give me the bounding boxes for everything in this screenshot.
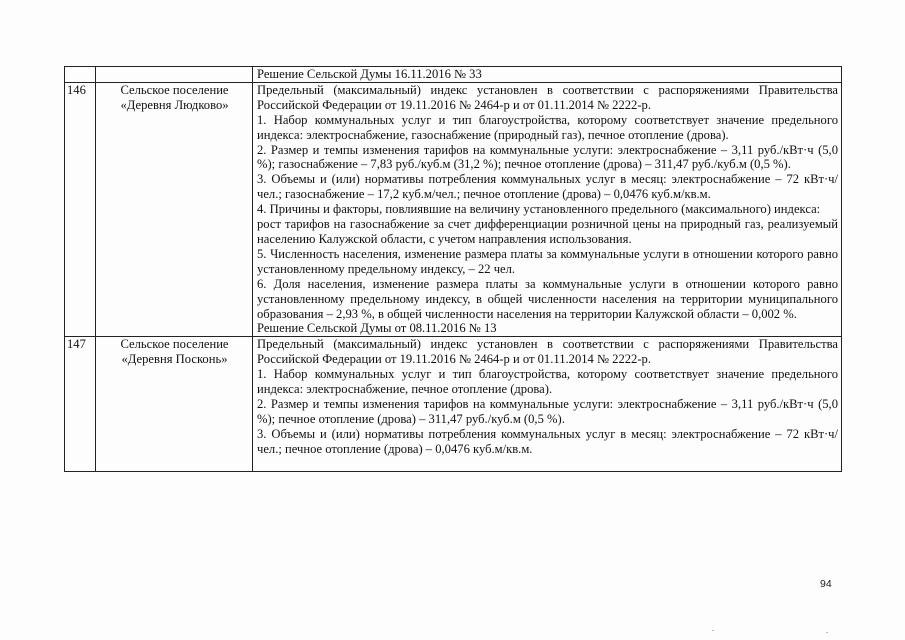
reasons-detail-paragraph: рост тарифов на газоснабжение за счет дифференциации розничной цены на природный газ, реализуемый населению Калужской области, с учетом направления использования. [257, 217, 838, 246]
description-cell [253, 67, 842, 83]
settlement-type: Сельское поселение [120, 337, 229, 352]
scan-speck [826, 632, 828, 633]
tariffs-paragraph: 2. Размер и темпы изменения тарифов на коммунальные услуги: электроснабжение – 3,11 руб./кВт·ч (5,0 %); газоснабжение – 7,83 руб./куб.м (31,2 %); печное отопление (дрова) – 311,47 руб./куб.м (0,5 %). [257, 142, 838, 172]
reasons-paragraph: 4. Причины и факторы, повлиявшие на величину установленного предельного (максимального) индекса: [257, 202, 821, 217]
row-number: 146 [67, 82, 86, 97]
settlement-name-cell [96, 67, 253, 83]
population-share-paragraph: 6. Доля населения, изменение размера платы за коммунальные услуги в отношении которого равно установленному предельному индексу, в общей численности населения на территории муниципального образования – 2,93 %, в общей численности населения на территории Калужской области – 0,002 %. [257, 276, 838, 321]
consumption-norms-paragraph: 3. Объемы и (или) нормативы потребления коммунальных услуг в месяц: электроснабжение – 72 кВт·ч/чел.; печное отопление (дрова) – 0,0476 куб.м/кв.м. [257, 426, 838, 456]
decision-reference: Решение Сельской Думы от 08.11.2016 № 13 [257, 321, 497, 336]
settlement-name: «Деревня Посконь» [121, 352, 228, 367]
settlement-name: «Деревня Людково» [120, 97, 229, 112]
services-set-paragraph: 1. Набор коммунальных услуг и тип благоустройства, которому соответствует значение предельного индекса: электроснабжение, газоснабжение (природный газ), печное отопление (дрова). [257, 112, 838, 142]
description-cell [253, 82, 842, 336]
row-number-cell [65, 337, 96, 471]
page-number: 94 [820, 578, 832, 590]
index-basis-paragraph: Предельный (максимальный) индекс установлен в соответствии с распоряжениями Правительства Российской Федерации от 19.11.2016 № 2464-р и от 01.11.2014 № 2222-р. [257, 337, 838, 367]
tariff-index-table [64, 66, 842, 472]
row-number: 147 [67, 337, 86, 352]
index-basis-paragraph: Предельный (максимальный) индекс установлен в соответствии с распоряжениями Правительства Российской Федерации от 19.11.2016 № 2464-р и от 01.11.2014 № 2222-р. [257, 82, 838, 112]
consumption-norms-paragraph: 3. Объемы и (или) нормативы потребления коммунальных услуг в месяц: электроснабжение – 72 кВт·ч/чел.; газоснабжение – 17,2 куб.м/чел.; печное отопление (дрова) – 0,0476 куб.м/кв.м. [257, 172, 838, 202]
table-row-decision-33 [65, 67, 842, 83]
row-number-cell [65, 67, 96, 83]
services-set-paragraph: 1. Набор коммунальных услуг и тип благоустройства, которому соответствует значение предельного индекса: электроснабжение, печное отопление (дрова). [257, 367, 838, 397]
settlement-name-cell [96, 82, 253, 336]
settlement-type: Сельское поселение [120, 82, 229, 97]
table-row-146 [65, 82, 842, 336]
scan-speck [712, 630, 714, 631]
population-paragraph: 5. Численность населения, изменение размера платы за коммунальные услуги в отношении которого равно установленному предельному индексу, – 22 чел. [257, 246, 838, 276]
tariffs-paragraph: 2. Размер и темпы изменения тарифов на коммунальные услуги: электроснабжение – 3,11 руб./кВт·ч (5,0 %); печное отопление (дрова) – 311,47 руб./куб.м (0,5 %). [257, 396, 838, 426]
table-row-147 [65, 337, 842, 471]
settlement-name-cell [96, 337, 253, 471]
description-cell [253, 337, 842, 471]
row-number-cell [65, 82, 96, 336]
decision-reference: Решение Сельской Думы 16.11.2016 № 33 [257, 67, 482, 81]
